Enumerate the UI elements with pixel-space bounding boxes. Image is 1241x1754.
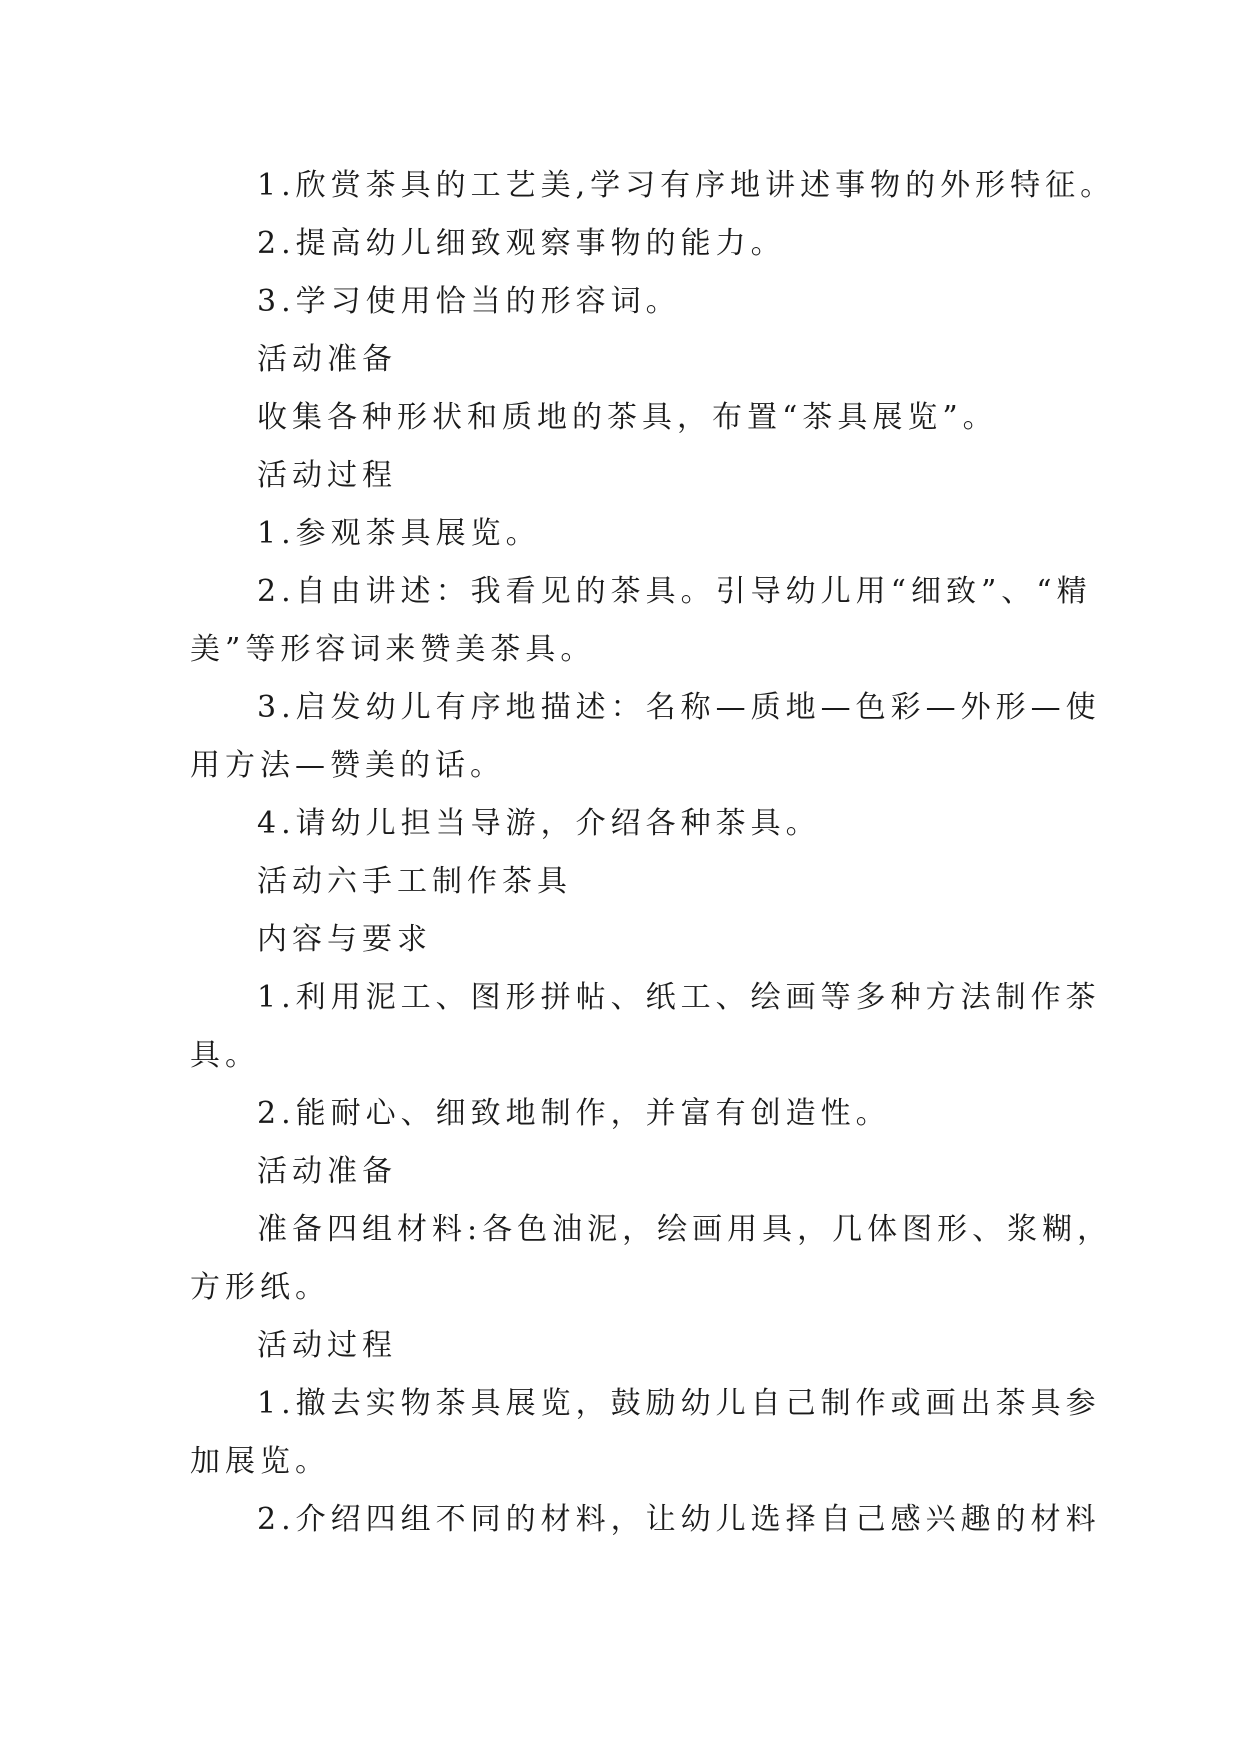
process-step-3: 3.启发幼儿有序地描述：名称—质地—色彩—外形—使 — [257, 690, 1101, 725]
requirement-1: 1.利用泥工、图形拼帖、纸工、绘画等多种方法制作茶 — [257, 980, 1101, 1015]
objective-3: 3.学习使用恰当的形容词。 — [257, 284, 681, 319]
process2-step-1: 1.撤去实物茶具展览，鼓励幼儿自己制作或画出茶具参 — [257, 1386, 1101, 1421]
process-step-1: 1.参观茶具展览。 — [257, 516, 541, 551]
section-heading-preparation: 活动准备 — [257, 342, 397, 377]
process2-step-2: 2.介绍四组不同的材料，让幼儿选择自己感兴趣的材料 — [257, 1502, 1101, 1537]
section-heading-preparation-2: 活动准备 — [257, 1154, 397, 1189]
process-step-3-continued: 用方法—赞美的话。 — [190, 748, 505, 783]
objective-2: 2.提高幼儿细致观察事物的能力。 — [257, 226, 786, 261]
process-step-4: 4.请幼儿担当导游，介绍各种茶具。 — [257, 806, 821, 841]
activity-six-title: 活动六手工制作茶具 — [257, 864, 572, 899]
requirement-2: 2.能耐心、细致地制作，并富有创造性。 — [257, 1096, 891, 1131]
section-heading-requirements: 内容与要求 — [257, 922, 432, 957]
process-step-2-continued: 美”等形容词来赞美茶具。 — [190, 632, 596, 667]
section-heading-process: 活动过程 — [257, 458, 397, 493]
section-heading-process-2: 活动过程 — [257, 1328, 397, 1363]
objective-1: 1.欣赏茶具的工艺美,学习有序地讲述事物的外形特征。 — [257, 168, 1116, 203]
materials-text: 准备四组材料:各色油泥，绘画用具，几体图形、浆糊， — [257, 1212, 1113, 1247]
process-step-2: 2.自由讲述：我看见的茶具。引导幼儿用“细致”、“精 — [257, 574, 1092, 609]
materials-text-continued: 方形纸。 — [190, 1270, 330, 1305]
requirement-1-continued: 具。 — [190, 1038, 260, 1073]
process2-step-1-continued: 加展览。 — [190, 1444, 330, 1479]
preparation-text: 收集各种形状和质地的茶具，布置“茶具展览”。 — [257, 400, 998, 435]
